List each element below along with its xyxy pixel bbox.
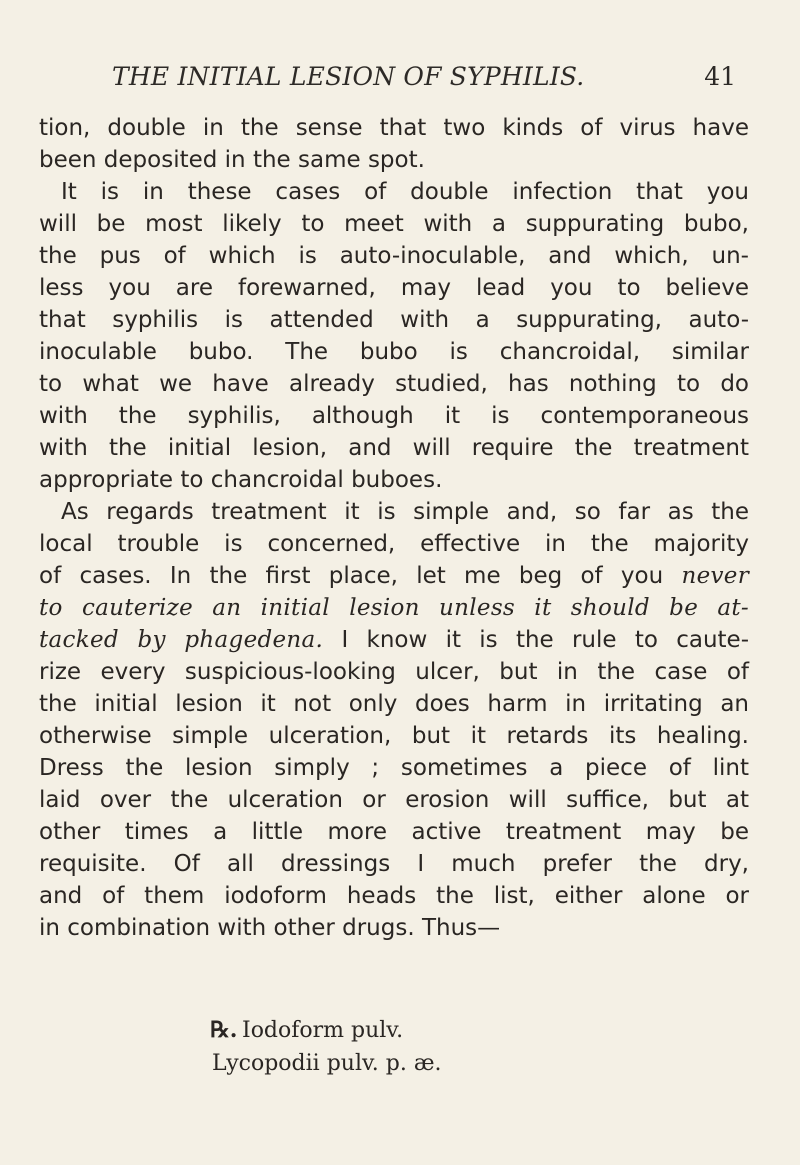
- text-line: to what we have already studied, has nothing to do: [39, 371, 749, 397]
- text-line: with the initial lesion, and will require the treatment: [39, 435, 749, 461]
- text-line: It is in these cases of double infection that you: [61, 179, 749, 205]
- page-header: [0, 62, 800, 102]
- text-span: of cases. In the first place, let me beg of you: [39, 563, 664, 589]
- running-title: THE INITIAL LESION OF SYPHILIS.: [112, 62, 585, 91]
- emphasis-text: tacked by phagedena.: [39, 627, 324, 653]
- text-line: [39, 624, 749, 656]
- prescription-line: [210, 1013, 442, 1047]
- text-line: the pus of which is auto-inoculable, and which, un-: [39, 243, 749, 269]
- text-line: in combination with other drugs. Thus—: [39, 915, 501, 941]
- text-line: inoculable bubo. The bubo is chancroidal, similar: [39, 339, 749, 365]
- text-line: requisite. Of all dressings I much prefer the dry,: [39, 851, 749, 877]
- text-line: local trouble is concerned, effective in the majority: [39, 531, 749, 557]
- text-line: the initial lesion it not only does harm in irritating an: [39, 691, 749, 717]
- prescription-line: [210, 1047, 442, 1081]
- text-line: tion, double in the sense that two kinds of virus have: [39, 115, 749, 141]
- text-line: with the syphilis, although it is contemporaneous: [39, 403, 749, 429]
- text-line: As regards treatment it is simple and, so far as the: [61, 499, 749, 525]
- recipe-symbol: ℞.: [210, 1017, 238, 1043]
- text-line: that syphilis is attended with a suppurating, auto-: [39, 307, 749, 333]
- text-line: Dress the lesion simply ; sometimes a piece of lint: [39, 755, 749, 781]
- text-line: less you are forewarned, may lead you to believe: [39, 275, 749, 301]
- body-text: [39, 112, 749, 944]
- text-line: been deposited in the same spot.: [39, 147, 425, 173]
- text-line: and of them iodoform heads the list, either alone or: [39, 883, 749, 909]
- text-line: [39, 560, 749, 592]
- text-line: other times a little more active treatment may be: [39, 819, 749, 845]
- text-line: laid over the ulceration or erosion will suffice, but at: [39, 787, 749, 813]
- text-line: otherwise simple ulceration, but it retards its healing.: [39, 723, 749, 749]
- emphasis-line: to cauterize an initial lesion unless it should be at-: [39, 595, 749, 621]
- text-line: rize every suspicious-looking ulcer, but in the case of: [39, 659, 749, 685]
- prescription-ingredient: Lycopodii pulv. p. æ.: [212, 1051, 442, 1076]
- prescription: [210, 1013, 442, 1081]
- page-number: 41: [704, 62, 736, 91]
- emphasis-text: never: [681, 563, 749, 589]
- prescription-ingredient: Iodoform pulv.: [242, 1018, 404, 1043]
- text-line: will be most likely to meet with a suppurating bubo,: [39, 211, 749, 237]
- text-span: I know it is the rule to caute-: [341, 627, 750, 653]
- text-line: appropriate to chancroidal buboes.: [39, 467, 443, 493]
